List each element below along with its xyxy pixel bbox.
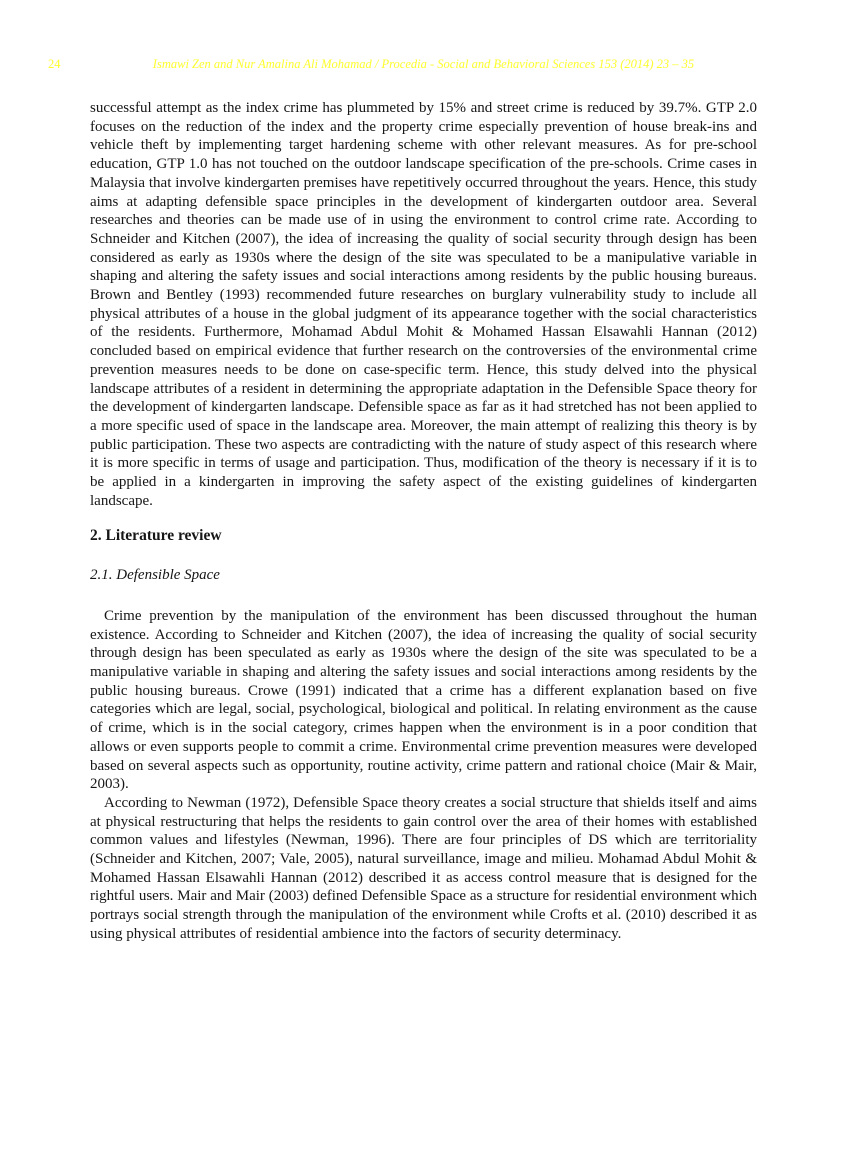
- subsection-paragraph-1: Crime prevention by the manipulation of the environment has been discussed throughout the human existence. According to Schneider and Kitchen (2007), the idea of increasing the quality of social security through design has been speculated as early as 1930s where the design of the site was speculated to be a manipulative variable in shaping and altering the safety issues and social interactions among residents by the public housing bureaus. Crowe (1991) indicated that a crime has a different explanation based on five categories which are legal, social, psychological, biological and political. In relating environment as the cause of crime, which is in the social category, crimes happen when the environment is in a poor condition that allows or even supports people to commit a crime. Environmental crime prevention measures were developed based on several aspects such as opportunity, routine activity, crime pattern and rational choice (Mair & Mair, 2003).: [90, 607, 757, 793]
- running-head: Ismawi Zen and Nur Amalina Ali Mohamad / Procedia - Social and Behavioral Sciences 153 (2014) 23 – 35: [152, 57, 695, 71]
- subsection-heading-defensible-space: 2.1. Defensible Space: [90, 567, 220, 584]
- page-content: [90, 99, 757, 944]
- intro-paragraph: successful attempt as the index crime has plummeted by 15% and street crime is reduced by 39.7%. GTP 2.0 focuses on the reduction of the index and the property crime especially prevention of house break-ins and vehicle theft by implementing target hardening scheme with other relevant measures. As for pre-school education, GTP 1.0 has not touched on the outdoor landscape specification of the pre-schools. Crime cases in Malaysia that involve kindergarten premises have repetitively occurred throughout the years. Hence, this study aims at adapting defensible space principles in the development of kindergarten outdoor area. Several researches and theories can be made use of in using the environment to control crime rate. According to Schneider and Kitchen (2007), the idea of increasing the quality of social security through design has been considered as early as 1930s where the design of the site was speculated to be a manipulative variable in shaping and altering the safety issues and social interactions among residents by the public housing bureaus. Brown and Bentley (1993) recommended future researches on burglary vulnerability study to include all physical attributes of a house in the global judgment of its appearance together with the social characteristics of the residents. Furthermore, Mohamad Abdul Mohit & Mohamed Hassan Elsawahli Hannan (2012) concluded based on empirical evidence that further research on the controversies of the environmental crime prevention measures needs to be done on case-specific term. Hence, this study delved into the physical landscape attributes of a resident in determining the appropriate adaptation in the Defensible Space theory for the development of kindergarten landscape. Defensible space as far as it had stretched has not been applied to a more specific used of space in the landscape area. Moreover, the main attempt of realizing this theory is by public participation. These two aspects are contradicting with the nature of study aspect of this research where it is more specific in terms of usage and participation. Thus, modification of the theory is necessary if it is to be applied in a kindergarten in improving the safety aspect of the existing guidelines of kindergarten landscape.: [90, 100, 757, 509]
- page-number: 24: [48, 57, 61, 71]
- subsection-paragraph-2: According to Newman (1972), Defensible Space theory creates a social structure that shields itself and aims at physical restructuring that helps the residents to gain control over the area of their homes with established common values and lifestyles (Newman, 1996). There are four principles of DS which are territoriality (Schneider and Kitchen, 2007; Vale, 2005), natural surveillance, image and milieu. Mohamad Abdul Mohit & Mohamed Hassan Elsawahli Hannan (2012) described it as access control measure that is designed for the rightful users. Mair and Mair (2003) defined Defensible Space as a structure for residential environment which portrays social strength through the manipulation of the environment while Crofts et al. (2010) described it as using physical attributes of residential ambience into the factors of security determinacy.: [90, 794, 757, 942]
- section-heading-literature-review: 2. Literature review: [90, 527, 222, 545]
